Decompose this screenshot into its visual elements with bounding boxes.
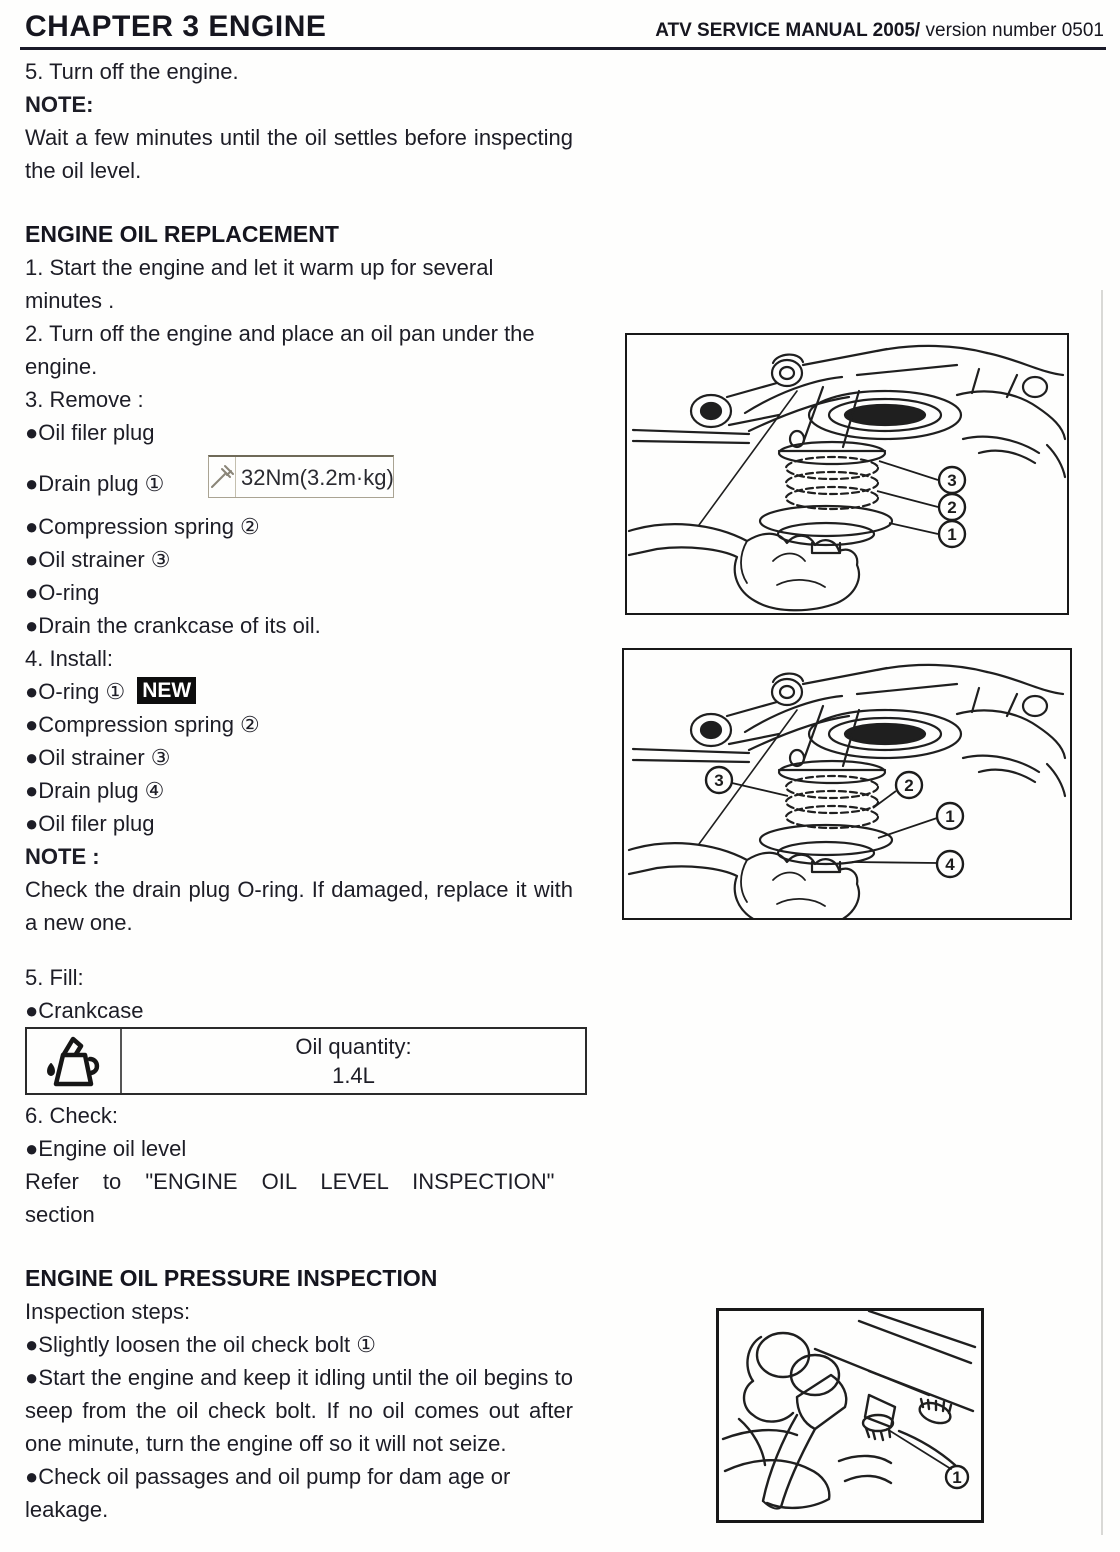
torque-spec-box (208, 455, 394, 498)
note-label: NOTE : (25, 844, 100, 869)
bullet-item: ●Drain plug ④ (25, 778, 165, 803)
drain-plug-install-illustration (624, 650, 1070, 918)
refer-line: section (25, 1202, 95, 1227)
bullet-item: ●Oil filer plug (25, 811, 155, 836)
note-body: Wait a few minutes until the oil settles before inspecting the oil level. (25, 125, 573, 183)
bullet-item: ●Oil filer plug (25, 420, 155, 445)
header-divider (20, 47, 1106, 50)
bullet-item: ●Compression spring ② (25, 712, 260, 737)
oil-can-icon (27, 1029, 122, 1093)
drain-plug-removal-illustration (627, 335, 1067, 613)
bullet-item-drain-plug: ●Drain plug ① 32Nm(3.2m·kg) (25, 467, 573, 500)
step-line: 5. Turn off the engine. (25, 59, 239, 84)
bullet-item: ●Start the engine and keep it idling until the oil begins to seep from the oil check bolt. If no oil comes out after one minute, turn the engine off so it will not seize. (25, 1365, 573, 1456)
page-title: CHAPTER 3 ENGINE (25, 10, 327, 43)
bullet-item: ●Slightly loosen the oil check bolt ① (25, 1332, 376, 1357)
callout-2-label: 2 (947, 498, 957, 517)
bullet-item: ●Compression spring ② (25, 514, 260, 539)
bullet-item: ●Oil strainer ③ (25, 745, 171, 770)
oil-check-bolt-illustration (719, 1311, 981, 1520)
manual-title: ATV SERVICE MANUAL 2005/ (655, 20, 921, 41)
section-title-oil-replacement: ENGINE OIL REPLACEMENT (25, 221, 339, 247)
step-line: 6. Check: (25, 1103, 118, 1128)
oil-quantity-label: Oil quantity: (295, 1034, 412, 1059)
torque-value: 32Nm(3.2m·kg) (241, 464, 394, 490)
oil-quantity-value: 1.4L (332, 1063, 375, 1088)
callout-4-label: 4 (945, 855, 955, 874)
bullet-item: ●Check oil passages and oil pump for dam age or leakage. (25, 1464, 511, 1522)
callout-3-label: 3 (714, 771, 724, 790)
oil-quantity-cell (122, 1029, 585, 1093)
callout-2-label: 2 (904, 776, 914, 795)
callout-3-label: 3 (947, 471, 957, 490)
note-body: Check the drain plug O-ring. If damaged, replace it with a new one. (25, 877, 573, 935)
step-line: 5. Fill: (25, 965, 84, 990)
section-title-oil-pressure: ENGINE OIL PRESSURE INSPECTION (25, 1265, 438, 1291)
refer-line: Refer to "ENGINE OIL LEVEL INSPECTION" (25, 1169, 555, 1194)
callout-1-label: 1 (945, 807, 955, 826)
bullet-item: ●Drain the crankcase of its oil. (25, 613, 321, 638)
manual-reference (655, 20, 1104, 42)
step-line: 3. Remove : (25, 387, 144, 412)
oil-quantity-table (25, 1027, 587, 1095)
step-line: 2. Turn off the engine and place an oil pan under the engine. (25, 321, 535, 379)
figure-oil-check-bolt (716, 1308, 984, 1523)
bullet-item: ●Crankcase (25, 998, 144, 1023)
text-column (25, 55, 573, 1526)
figure-drain-plug-removal (625, 333, 1069, 615)
note-label: NOTE: (25, 92, 94, 117)
manual-version: version number 0501 (920, 20, 1104, 41)
step-line: 4. Install: (25, 646, 114, 671)
bullet-item: ●Engine oil level (25, 1136, 187, 1161)
scan-edge-artifact (1101, 290, 1103, 1535)
callout-1-label: 1 (952, 1468, 962, 1487)
step-line: Inspection steps: (25, 1299, 191, 1324)
torque-wrench-icon (209, 457, 236, 497)
bullet-item: ●Oil strainer ③ (25, 547, 171, 572)
bullet-item: ●O-ring (25, 580, 100, 605)
figure-drain-plug-install (622, 648, 1072, 920)
callout-1-label: 1 (947, 525, 957, 544)
bullet-item-oring-new: ●O-ring ① NEW (25, 675, 573, 708)
new-badge: NEW (137, 677, 196, 704)
step-line: 1. Start the engine and let it warm up for several minutes . (25, 255, 494, 313)
